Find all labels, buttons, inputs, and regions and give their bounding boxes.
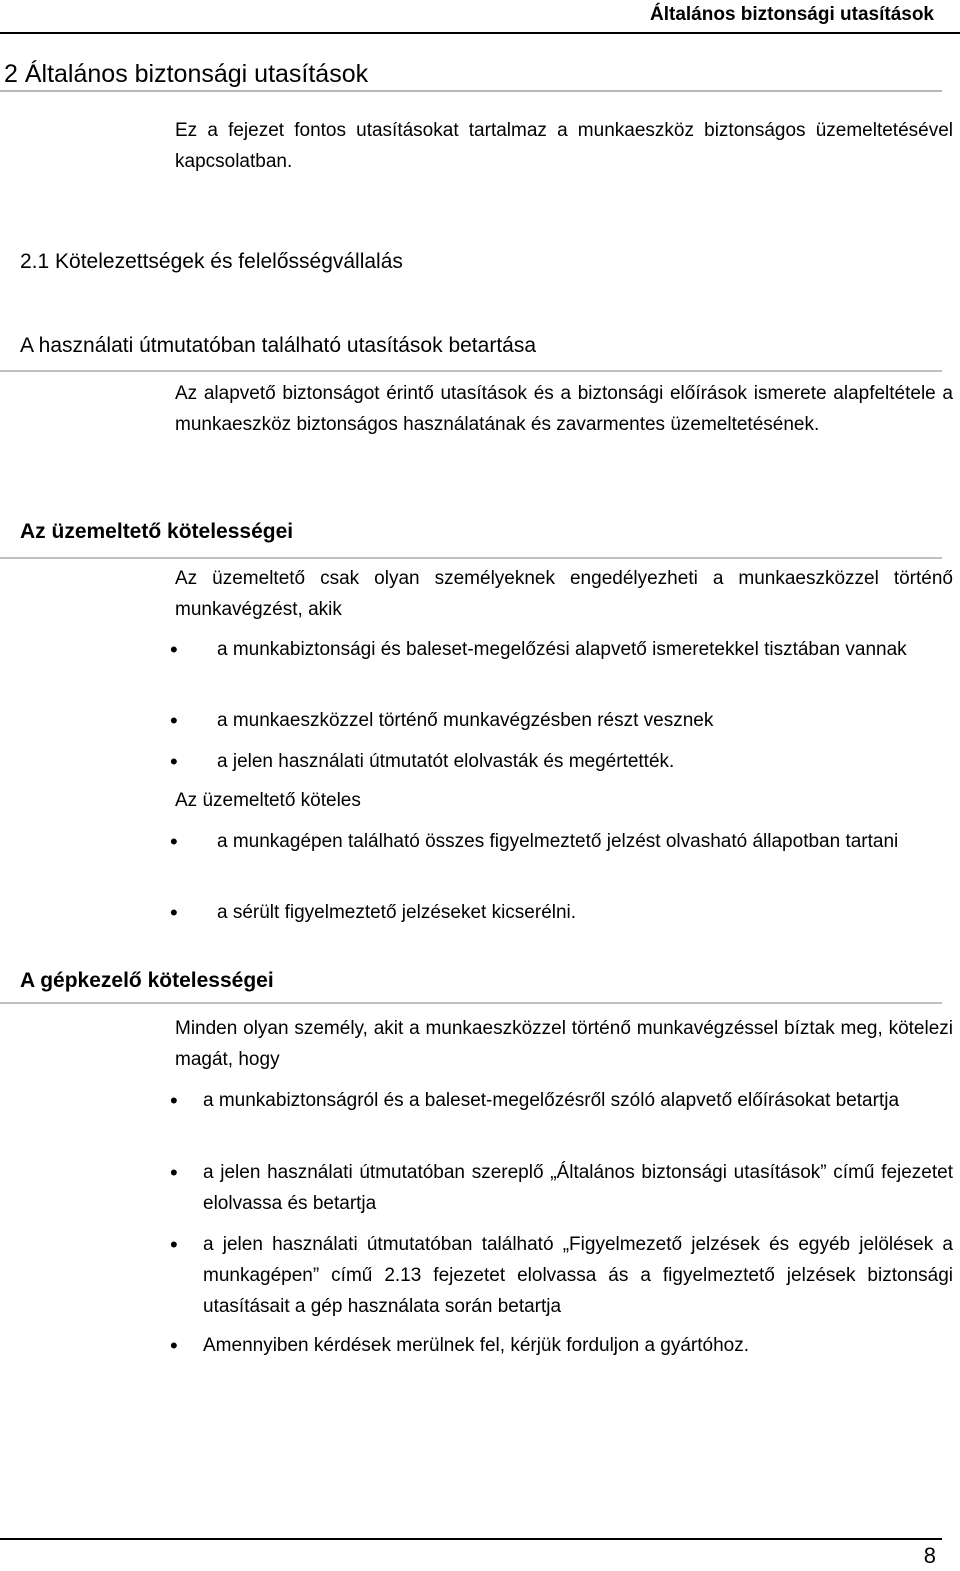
- bullet-text: a jelen használati útmutatóban szereplő „Általános biztonsági utasítások” című fejezetet elolvassa és betartja: [203, 1162, 953, 1214]
- bullet-icon: •: [170, 900, 178, 925]
- section-title: 2.1 Kötelezettségek és felelősségvállalás: [20, 250, 403, 273]
- subsection-title-operator: Az üzemeltető kötelességei: [20, 520, 294, 543]
- bullet-icon: •: [170, 829, 178, 854]
- bullet-icon: •: [170, 1160, 178, 1185]
- bullet-text: Amennyiben kérdések merülnek fel, kérjük forduljon a gyártóhoz.: [203, 1335, 750, 1356]
- machinist-intro: Minden olyan személy, akit a munkaeszközzel történő munkavégzéssel bíztak meg, kötelezi magát, hogy: [175, 1018, 953, 1070]
- bullet-text: a jelen használati útmutatóban található „Figyelmezető jelzések és egyéb jelölések a munkagépen” című 2.13 fejezetet elolvassa ás a figyelmeztető jelzések biztonsági utasításait a gép használata során betartja: [203, 1234, 953, 1317]
- subsection-title-machinist: A gépkezelő kötelességei: [20, 969, 274, 992]
- bullet-text: a munkabiztonsági és baleset-megelőzési alapvető ismeretekkel tisztában vannak: [217, 639, 907, 660]
- bullet-text: a munkagépen található összes figyelmeztető jelzést olvasható állapotban tartani: [217, 831, 899, 852]
- chapter-title: 2 Általános biztonsági utasítások: [4, 60, 369, 88]
- subsection-rule: [0, 370, 942, 372]
- operator-intro: Az üzemeltető csak olyan személyeknek engedélyezheti a munkaeszközzel történő munkavégzést, akik: [175, 568, 953, 620]
- bullet-icon: •: [170, 637, 178, 662]
- subsection-rule: [0, 1002, 942, 1004]
- page-number: 8: [923, 1543, 936, 1568]
- subsection-rule: [0, 557, 942, 559]
- header-rule: [0, 32, 960, 34]
- operator-must-label: Az üzemeltető köteles: [175, 790, 361, 811]
- bullet-text: a munkabiztonságról és a baleset-megelőzésről szóló alapvető előírásokat betartja: [203, 1090, 900, 1111]
- bullet-icon: •: [170, 1088, 178, 1113]
- bullet-icon: •: [170, 708, 178, 733]
- bullet-text: a munkaeszközzel történő munkavégzésben részt vesznek: [217, 710, 714, 731]
- bullet-icon: •: [170, 749, 178, 774]
- footer-rule: [0, 1538, 942, 1540]
- chapter-rule: [0, 90, 942, 92]
- chapter-intro: Ez a fejezet fontos utasításokat tartalmaz a munkaeszköz biztonságos üzemeltetésével kapcsolatban.: [175, 120, 953, 172]
- bullet-text: a sérült figyelmeztető jelzéseket kicserélni.: [217, 902, 577, 923]
- running-header: Általános biztonsági utasítások: [650, 4, 934, 25]
- bullet-icon: •: [170, 1333, 178, 1358]
- bullet-text: a jelen használati útmutatót elolvasták és megértették.: [217, 751, 675, 772]
- instructions-body: Az alapvető biztonságot érintő utasítások és a biztonsági előírások ismerete alapfeltétele a munkaeszköz biztonságos használatának és zavarmentes üzemeltetésének.: [175, 383, 953, 435]
- bullet-icon: •: [170, 1232, 178, 1257]
- subsection-title-instructions: A használati útmutatóban található utasítások betartása: [20, 334, 537, 357]
